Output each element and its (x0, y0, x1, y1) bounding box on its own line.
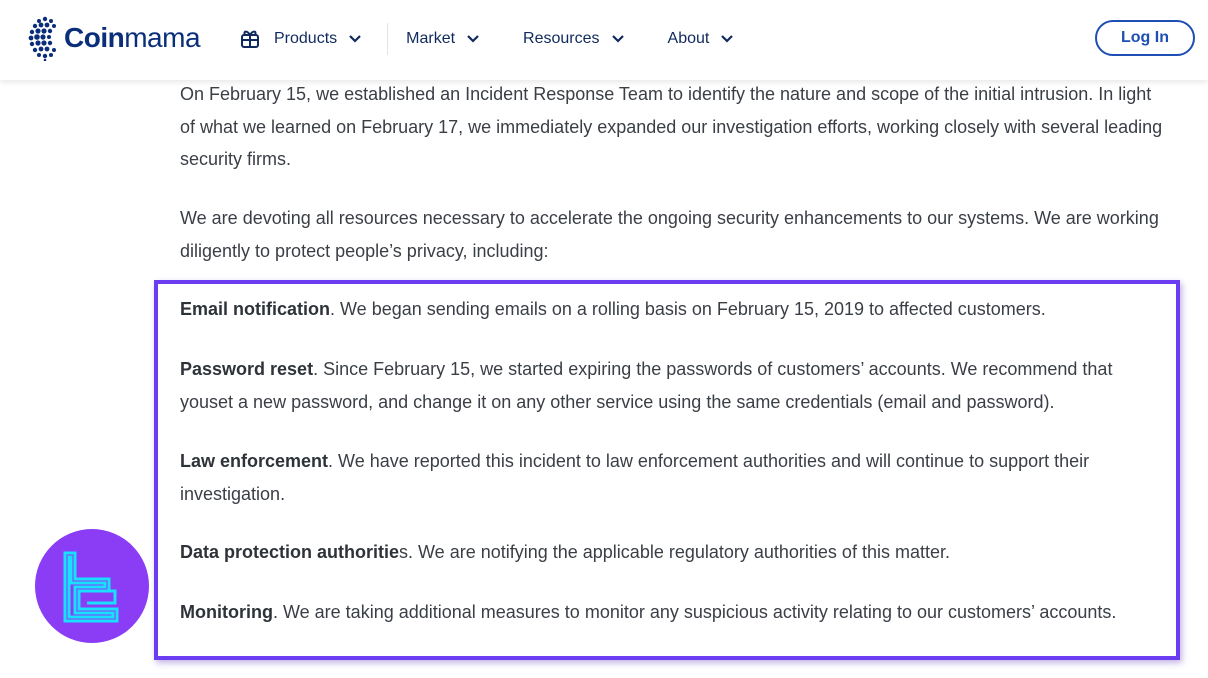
watermark-badge (35, 529, 149, 643)
nav-products-label: Products (274, 30, 338, 47)
main-nav (240, 0, 733, 78)
brand-name-bold: Coin (64, 22, 125, 53)
measure-item-password (180, 353, 1160, 418)
chevron-down-icon (467, 35, 479, 43)
measure-item-monitoring (180, 596, 1160, 629)
measure-title: Email notification (180, 299, 331, 319)
login-button[interactable]: Log In (1095, 20, 1195, 56)
nav-about-label: About (667, 30, 710, 47)
brand-name (64, 22, 200, 54)
site-header (0, 0, 1208, 80)
nav-item-products[interactable] (240, 29, 361, 49)
nav-resources-label: Resources (523, 30, 600, 47)
measure-text: . We are taking additional measures to monitor any suspicious activity relating to our customers’ accounts. (272, 602, 1117, 622)
watermark-logo-icon (35, 529, 149, 643)
products-box-icon (240, 29, 260, 49)
nav-item-resources[interactable] (523, 30, 623, 48)
brand-name-light: mama (124, 22, 201, 53)
measure-text: . We began sending emails on a rolling basis on February 15, 2019 to affected customers. (330, 299, 1046, 319)
coinmama-logo[interactable] (28, 14, 200, 62)
measure-item-law (180, 445, 1160, 510)
nav-divider (387, 23, 388, 55)
measure-item-data-protection (180, 536, 1160, 569)
measure-title: Law enforcement (180, 451, 329, 471)
measure-text: . We have reported this incident to law enforcement authorities and will continue to support their investigation. (180, 451, 1090, 504)
nav-item-market[interactable] (406, 30, 479, 48)
nav-item-about[interactable] (668, 30, 734, 48)
article-paragraph: We are devoting all resources necessary to accelerate the ongoing security enhancements to our systems. We are working diligently to protect people’s privacy, including: (180, 208, 1159, 261)
article-paragraph: On February 15, we established an Incident Response Team to identify the nature and scope of the initial intrusion. In light of what we learned on February 17, we immediately expanded our investigation efforts, working closely with several leading security firms. (180, 84, 1163, 169)
chevron-down-icon (721, 35, 733, 43)
measure-item-email (180, 293, 1160, 326)
coinmama-logo-icon (28, 15, 62, 61)
measure-title: Monitoring (180, 602, 273, 622)
measure-text: . Since February 15, we started expiring the passwords of customers’ accounts. We recommend that youset a new password, and change it on any other service using the same credentials (email and password). (180, 359, 1113, 412)
measure-title: Data protection authoritie (180, 542, 400, 562)
chevron-down-icon (349, 35, 361, 43)
chevron-down-icon (612, 35, 624, 43)
measure-title: Password reset (180, 359, 314, 379)
measure-text: s. We are notifying the applicable regulatory authorities of this matter. (399, 542, 950, 562)
nav-market-label: Market (406, 30, 456, 47)
